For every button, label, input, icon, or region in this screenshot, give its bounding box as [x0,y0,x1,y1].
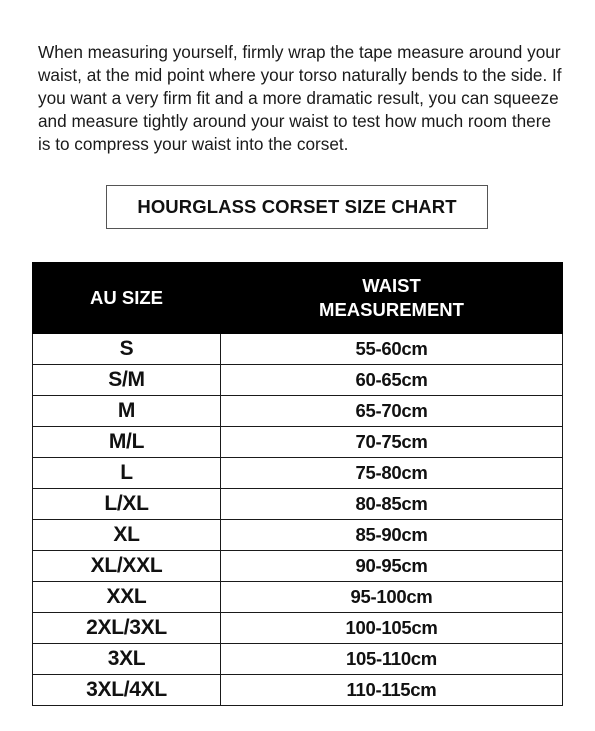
header-waist-line2: MEASUREMENT [319,299,464,320]
size-cell: XL [33,520,221,551]
waist-cell: 105-110cm [221,644,563,675]
size-chart-title: HOURGLASS CORSET SIZE CHART [137,196,457,217]
table-row [33,582,563,613]
table-row [33,551,563,582]
size-cell: S [33,334,221,365]
header-waist-line1: WAIST [362,275,421,296]
size-chart-table [32,262,563,706]
waist-cell: 75-80cm [221,458,563,489]
header-au-size: AU SIZE [33,263,221,334]
size-cell: S/M [33,365,221,396]
waist-cell: 100-105cm [221,613,563,644]
waist-cell: 55-60cm [221,334,563,365]
header-waist-measurement [221,263,563,334]
waist-cell: 85-90cm [221,520,563,551]
size-cell: 3XL/4XL [33,675,221,706]
table-row [33,365,563,396]
table-row [33,396,563,427]
waist-cell: 95-100cm [221,582,563,613]
table-row [33,644,563,675]
size-cell: XL/XXL [33,551,221,582]
size-cell: 3XL [33,644,221,675]
size-cell: XXL [33,582,221,613]
waist-cell: 65-70cm [221,396,563,427]
table-header-row [33,263,563,334]
table-row [33,520,563,551]
size-cell: L [33,458,221,489]
table-row [33,458,563,489]
table-row [33,489,563,520]
table-row [33,613,563,644]
size-cell: L/XL [33,489,221,520]
size-cell: 2XL/3XL [33,613,221,644]
measuring-instructions: When measuring yourself, firmly wrap the tape measure around your waist, at the mid point where your torso naturally bends to the side. If you want a very firm fit and a more dramatic result, you can squeeze and measure tightly around your waist to test how much room there is to compress your waist into the corset. [38,42,562,155]
waist-cell: 80-85cm [221,489,563,520]
waist-cell: 60-65cm [221,365,563,396]
size-cell: M/L [33,427,221,458]
waist-cell: 90-95cm [221,551,563,582]
table-row [33,675,563,706]
table-row [33,334,563,365]
size-chart-title-box [106,185,488,229]
waist-cell: 70-75cm [221,427,563,458]
table-row [33,427,563,458]
waist-cell: 110-115cm [221,675,563,706]
size-cell: M [33,396,221,427]
